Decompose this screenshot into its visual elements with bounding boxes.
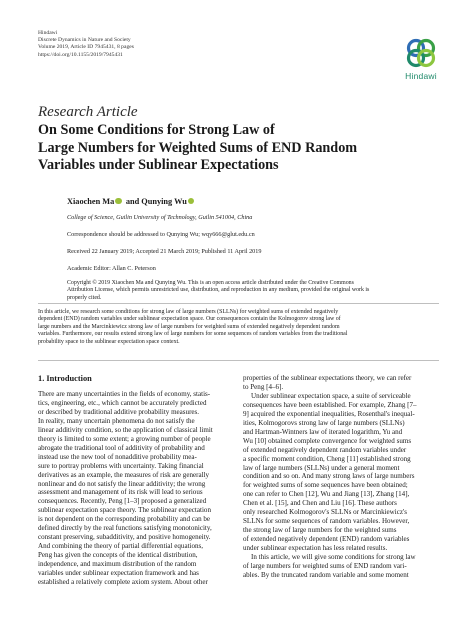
- body-line: sublinear expectation space theory. The sublinear expectation: [38, 506, 211, 515]
- body-line: ables. By the truncated random variable and some moment: [243, 570, 409, 579]
- abstract-line: dependent (END) random variables under sublinear expectation space. Our consequences contain the Kolmogorov strong law of: [38, 316, 341, 323]
- body-line: established a relatively complete axiom system. About other: [38, 578, 208, 587]
- body-line: 9] acquired the exponential inequalities, Rosenthal's inequal-: [243, 409, 415, 418]
- body-line: nonlinear and do not satisfy the linear additivity; the wrong: [38, 479, 206, 488]
- body-line: only researched Kolmogorov's SLLNs or Marcinkiewicz's: [243, 508, 407, 517]
- body-line: one can refer to Chen [12], Wu and Jiang [13], Zhang [14],: [243, 490, 410, 499]
- article-title: [38, 122, 398, 175]
- author-name[interactable]: Qunying Wu: [141, 197, 187, 206]
- body-line: In this article, we will give some conditions for strong law: [251, 553, 416, 562]
- body-line: of extended negatively dependent (END) random variables: [243, 535, 410, 544]
- copyright-line: Attribution License, which permits unrestricted use, distribution, and reproduction in any medium, provided the original work is: [67, 287, 370, 294]
- orcid-icon[interactable]: [188, 198, 195, 205]
- hindawi-logo-icon: [404, 36, 438, 70]
- body-line: a specific moment condition, Cheng [11] established strong: [243, 454, 411, 463]
- body-line: is not dependent on the corresponding probability and can be: [38, 515, 211, 524]
- body-line: abrogate the traditional tool of additivity of probability and: [38, 443, 205, 452]
- doi-link[interactable]: https://doi.org/10.1155/2019/7945431: [38, 51, 123, 58]
- publisher-logo: [398, 36, 444, 81]
- body-line: of extended negatively dependent random variables under: [243, 445, 407, 454]
- body-line: assessment and management of its risk will lead to serious: [38, 488, 203, 497]
- body-line: consequences have been established. For example, Zhang [7–: [243, 400, 417, 409]
- body-line: SLLNs for some sequences of random variables. However,: [243, 517, 410, 526]
- body-line: And combining the theory of partial differential equations,: [38, 542, 204, 551]
- body-line: condition and so on. And many strong laws of large numbers: [243, 472, 415, 481]
- body-line: independence, and maximum distribution of the random: [38, 560, 197, 569]
- affiliation: College of Science, Guilin University of Technology, Guilin 541004, China: [67, 214, 253, 221]
- author-name[interactable]: Xiaochen Ma: [67, 197, 115, 206]
- body-line: instead use the new tool of nonadditive probability mea-: [38, 452, 197, 461]
- body-line: of large numbers for weighted sums of END random vari-: [243, 562, 407, 571]
- body-line: defined directly by the real functions satisfying monotonicity,: [38, 524, 212, 533]
- body-line: the strong law of large numbers for the weighted sums: [243, 526, 397, 535]
- publisher-name: Hindawi: [38, 30, 58, 36]
- body-line: sure to portray problems with uncertainty. Taking financial: [38, 461, 204, 470]
- divider: [38, 303, 439, 304]
- journal-name: Discrete Dynamics in Nature and Society: [38, 37, 131, 44]
- journal-header: [38, 30, 134, 59]
- body-line: constant preserving, subadditivity, and positive homogeneity.: [38, 533, 211, 542]
- copyright-line: Copyright © 2019 Xiaochen Ma and Qunying Wu. This is an open access article distributed under the Creative Commons: [67, 280, 354, 286]
- body-line: Under sublinear expectation space, a suite of serviceable: [251, 391, 411, 400]
- body-column-right: [243, 374, 440, 580]
- author-list: [67, 197, 196, 206]
- correspondence: Correspondence should be addressed to Qunying Wu; wqy666@glut.edu.cn: [67, 231, 255, 238]
- orcid-icon[interactable]: [115, 198, 122, 205]
- abstract-line: large numbers and the Marcinkiewicz strong law of large numbers for weighted sums of extended negatively dependent random: [38, 323, 340, 330]
- abstract-line: variables. Furthermore, our results extend strong law of large numbers for some sequences of random variables from the traditional: [38, 331, 348, 338]
- title-line: Variables under Sublinear Expectations: [38, 157, 279, 173]
- divider: [38, 360, 439, 361]
- body-line: law of large numbers (SLLNs) under a general moment: [243, 463, 400, 472]
- body-line: linear additivity condition, so the application of classical limit: [38, 425, 213, 434]
- body-line: and Hartman-Wintners law of iterated logarithm, Yu and: [243, 427, 403, 436]
- abstract: [38, 309, 439, 346]
- body-line: or described by traditional additive probability measures.: [38, 407, 200, 416]
- body-line: to Peng [4–6].: [243, 382, 284, 391]
- academic-editor: Academic Editor: Allan C. Peterson: [67, 265, 156, 272]
- section-heading: 1. Introduction: [38, 374, 92, 383]
- body-line: Peng has given the concepts of the identical distribution,: [38, 551, 198, 560]
- body-line: Chen et al. [15], and Chen and Liu [16]. These authors: [243, 499, 397, 508]
- copyright-line: properly cited.: [67, 294, 102, 301]
- volume-info: Volume 2019, Article ID 7945431, 8 pages: [38, 44, 134, 51]
- author-separator: and: [123, 197, 142, 206]
- publication-dates: Received 22 January 2019; Accepted 21 March 2019; Published 11 April 2019: [67, 248, 262, 255]
- body-line: There are many uncertainties in the fields of economy, statis-: [38, 390, 211, 398]
- body-line: consequences. Recently, Peng [1–3] proposed a generalized: [38, 497, 207, 506]
- title-line: On Some Conditions for Strong Law of: [38, 122, 275, 138]
- brand-name: Hindawi: [405, 71, 437, 81]
- body-line: ities, Kolmogorovs strong law of large numbers (SLLNs): [243, 418, 405, 427]
- body-line: derivatives as an example, the measures of risk are generally: [38, 470, 210, 479]
- body-line: Wu [10] obtained complete convergence for weighted sums: [243, 436, 412, 445]
- body-column-left: [38, 374, 235, 587]
- article-type: Research Article: [38, 104, 138, 120]
- body-line: under sublinear expectation has less related results.: [243, 544, 388, 553]
- body-line: In reality, many uncertain phenomena do not satisfy the: [38, 416, 195, 425]
- copyright-notice: [67, 280, 439, 302]
- abstract-line: probability space to the sublinear expectation space context.: [38, 338, 180, 345]
- body-line: theory is limited to some extent; a growing number of people: [38, 434, 211, 443]
- abstract-line: In this article, we research some conditions for strong law of large numbers (SLLNs) for weighted sums of extended negatively: [38, 309, 339, 315]
- title-line: Large Numbers for Weighted Sums of END Random: [38, 139, 358, 156]
- body-line: properties of the sublinear expectations theory, we can refer: [243, 374, 412, 382]
- body-line: for weighted sums of some sequences have been obtained;: [243, 481, 408, 490]
- body-line: tics, engineering, etc., which cannot be accurately predicted: [38, 398, 207, 407]
- body-line: variables under sublinear expectation framework and has: [38, 569, 199, 578]
